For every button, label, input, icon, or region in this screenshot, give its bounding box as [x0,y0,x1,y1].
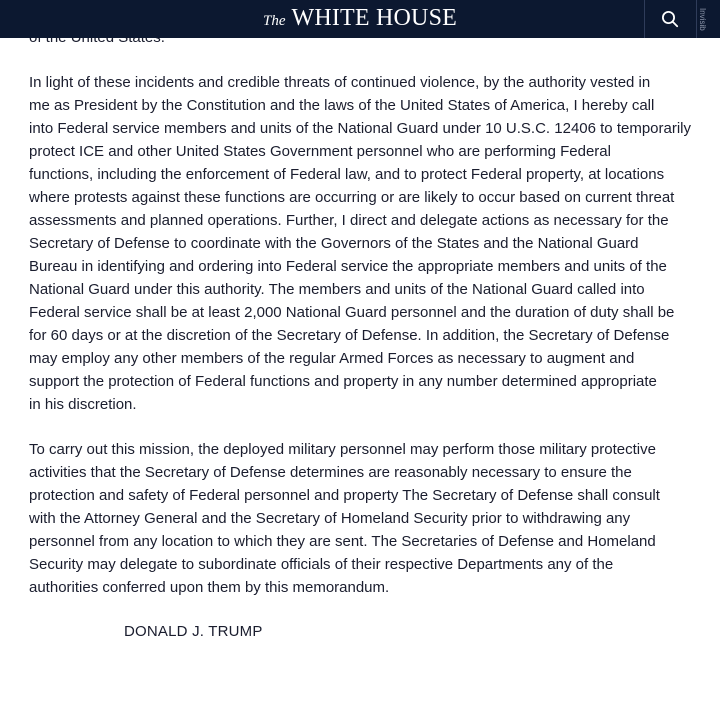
memorandum-body [29,71,709,621]
paragraph: To carry out this mission, the deployed military personnel may perform those military protective activities that the Secretary of Defense determines are reasonably necessary to ensure the protection and safety of Federal personnel and property The Secretary of Defense shall consult with the Attorney General and the Secretary of Homeland Security prior to withdrawing any personnel from any location to which they are sent. The Secretaries of Defense and Homeland Security may delegate to subordinate officials of their respective Departments any of the authorities conferred upon them by this memorandum. [29,441,660,596]
search-icon [661,10,679,28]
site-header [0,0,720,38]
edge-panel[interactable] [697,0,720,38]
brand-name: WHITE HOUSE [291,5,457,31]
edge-label: Invisib [698,8,707,31]
search-button[interactable] [645,0,695,38]
site-logo[interactable] [0,5,720,32]
signature: DONALD J. TRUMP [124,623,263,640]
brand-prefix: The [262,13,286,29]
paragraph: In light of these incidents and credible threats of continued violence, by the authority vested in me as President by the Constitution and the laws of the United States of America, I hereby call into Federal service members and units of the National Guard under 10 U.S.C. 12406 to temporarily protect ICE and other United States Government personnel who are performing Federal functions, including the enforcement of Federal law, and to protect Federal property, at locations where protests against these functions are occurring or are likely to occur based on current threat assessments and planned operations. Further, I direct and delegate actions as necessary for the Secretary of Defense to coordinate with the Governors of the States and the National Guard Bureau in identifying and ordering into Federal service the appropriate members and units of the National Guard under this authority. The members and units of the National Guard called into Federal service shall be at least 2,000 National Guard personnel and the duration of duty shall be for 60 days or at the discretion of the Secretary of Defense. In addition, the Secretary of Defense may employ any other members of the regular Armed Forces as necessary to augment and support the protection of Federal functions and property in any number determined appropriate in his discretion. [29,74,692,413]
